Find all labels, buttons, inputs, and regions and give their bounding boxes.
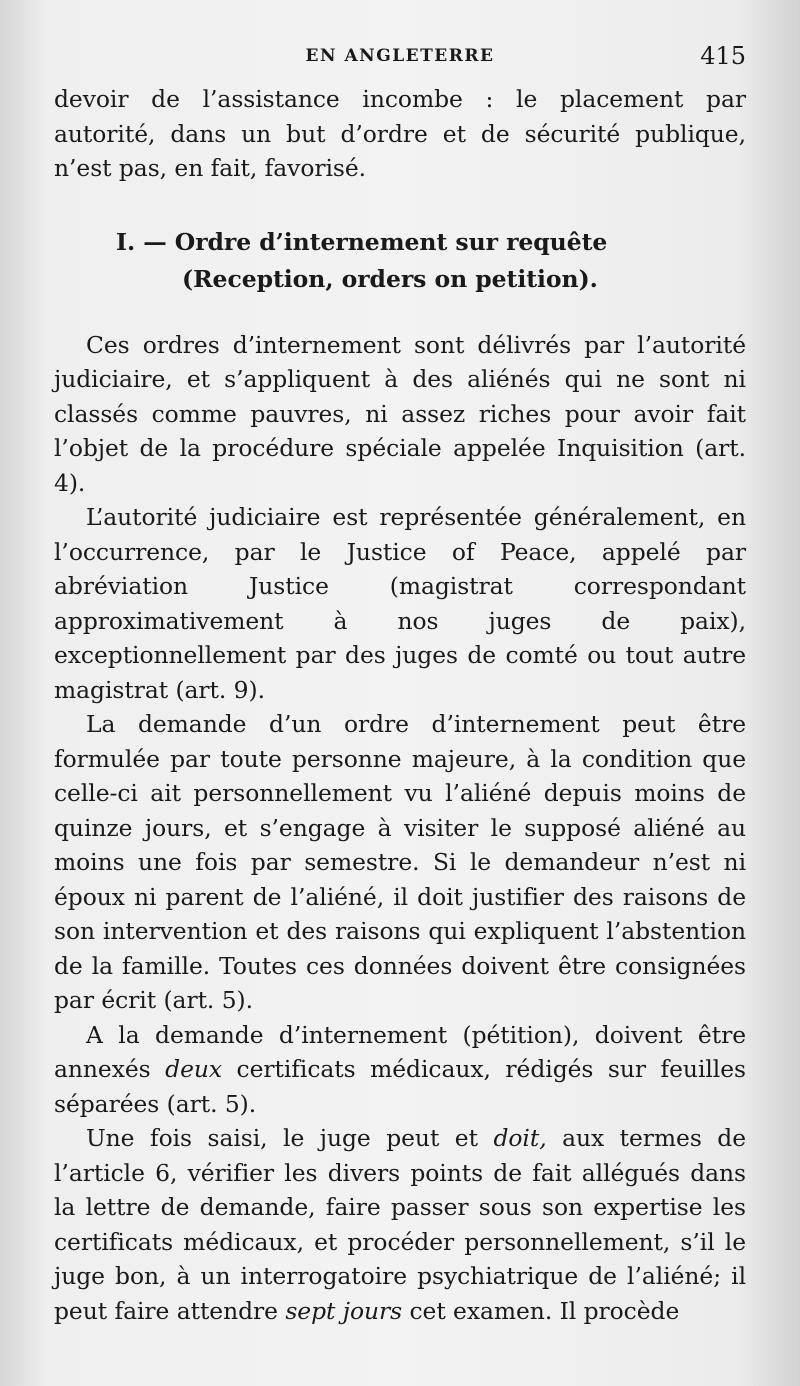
section-subtitle: Reception, orders on petition [193,264,579,293]
subtitle-close: ). [578,264,598,293]
paragraph-2: L’autorité judiciaire est représentée généralement, en l’occurrence, par le Justice of Peace, appelé par abréviation Justice (magistrat correspondant approximativement à nos juges de paix), exceptionnellement par des juges de comté ou tout autre magistrat (art. 9). [54,503,746,704]
section-heading [54,224,746,298]
paragraph-5 [54,1121,746,1328]
page-number: 415 [700,42,746,70]
section-numeral: I. — [116,227,175,256]
paragraph-5-emphasis-1: doit, [493,1124,547,1152]
paragraph-5-text-c: cet examen. Il procède [402,1296,680,1325]
paragraph-4-text-b: certificats médicaux, rédigés sur feuilles séparées (art. 5). [54,1055,746,1118]
paragraph-4-emphasis: deux [165,1055,223,1083]
paragraph-5-emphasis-2: sept jours [285,1296,403,1325]
section-title: Ordre d’internement sur requête [174,227,608,256]
paragraph-4-text-a: A la demande d’internement (pétition), doivent être annexés [54,1020,746,1083]
page-body [54,82,746,1328]
section-heading-subtitle [116,261,746,298]
section-heading-title [116,224,746,261]
paragraph-5-text-a: Une fois saisi, le juge peut et [86,1124,494,1152]
page-header [52,42,748,72]
subtitle-open: ( [182,264,194,293]
paragraph-3: La demande d’un ordre d’internement peut être formulée par toute personne majeure, à la condition que celle-ci ait personnellement vu l’aliéné depuis moins de quinze jours, et s’engage à visiter le supposé aliéné au moins une fois par semestre. Si le demandeur n’est ni époux ni parent de l’aliéné, il doit justifier des raisons de son intervention et des raisons qui expliquent l’abstention de la famille. Toutes ces données doivent être consignées par écrit (art. 5). [54,710,746,1014]
running-head: EN ANGLETERRE [305,46,495,66]
paragraph-4 [54,1018,746,1122]
paragraph-continued: devoir de l’assistance incombe : le placement par autorité, dans un but d’ordre et de sécurité publique, n’est pas, en fait, favorisé. [54,85,746,182]
paragraph-1: Ces ordres d’internement sont délivrés par l’autorité judiciaire, et s’appliquent à des aliénés qui ne sont ni classés comme pauvres, ni assez riches pour avoir fait l’objet de la procédure spéciale appelée Inquisition (art. 4). [54,330,746,497]
paragraph-5-text-b: aux termes de l’article 6, vérifier les divers points de fait allégués dans la lettre de demande, faire passer sous son expertise les certificats médicaux, et procéder personnellement, s’il le juge bon, à un interrogatoire psychiatrique de l’aliéné; il peut faire attendre [54,1124,747,1325]
